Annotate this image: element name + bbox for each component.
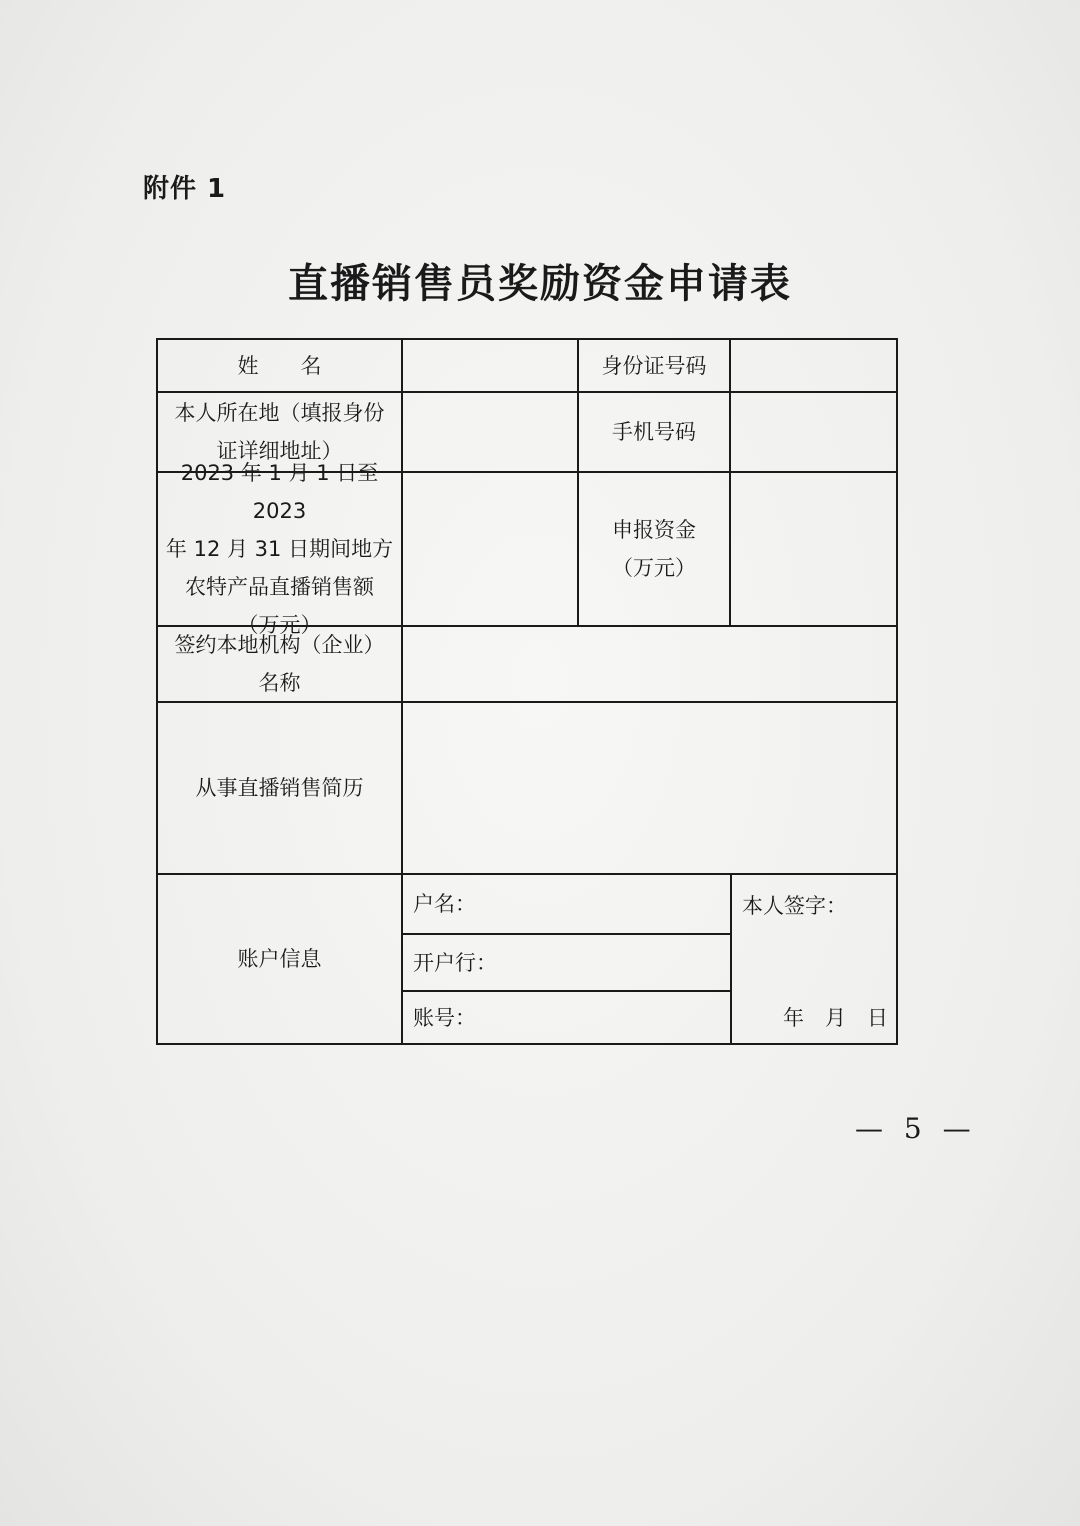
name-label: 姓 名: [237, 353, 322, 378]
bank-field[interactable]: 开户行：: [413, 950, 497, 975]
declared-funds-label-line: （万元）: [612, 556, 696, 580]
sales-label-line: 年 12 月 31 日期间地方: [165, 537, 394, 561]
phone-field[interactable]: [731, 393, 896, 471]
resume-label: 从事直播销售简历: [195, 776, 364, 800]
organization-label-line: 签约本地机构（企业）: [174, 633, 385, 657]
account-info-label: 账户信息: [237, 947, 322, 971]
annex-label: 附件 1: [143, 174, 227, 204]
declared-funds-field[interactable]: [731, 473, 896, 625]
resume-field[interactable]: [403, 703, 896, 873]
phone-label: 手机号码: [612, 420, 696, 444]
signature-date: 年 月 日: [783, 1006, 888, 1030]
address-label-line: 证详细地址）: [216, 439, 343, 463]
account-number-field[interactable]: 账号：: [413, 1005, 476, 1030]
signature-field[interactable]: [732, 930, 896, 980]
sales-label-line: （万元）: [237, 613, 322, 637]
application-form-table: [156, 338, 898, 1045]
sales-amount-field[interactable]: [403, 473, 577, 625]
name-value-field[interactable]: [403, 340, 577, 391]
organization-field[interactable]: [403, 627, 896, 701]
declared-funds-label-line: 申报资金: [612, 518, 696, 542]
signature-label: 本人签字：: [742, 894, 847, 918]
sales-amount-label: [158, 461, 401, 637]
organization-label-line: 名称: [258, 671, 301, 695]
id-number-field[interactable]: [731, 340, 896, 391]
declared-funds-label: [579, 473, 729, 625]
sales-label-line: 农特产品直播销售额: [185, 575, 374, 599]
organization-label: [158, 627, 401, 701]
form-title: 直播销售员奖励资金申请表: [288, 261, 792, 307]
address-field[interactable]: [403, 393, 577, 471]
account-name-field[interactable]: 户名：: [413, 892, 476, 916]
sales-label-line: 2023 年 1 月 1 日至 2023: [180, 461, 379, 523]
id-number-label: 身份证号码: [601, 353, 707, 378]
address-label-line: 本人所在地（填报身份: [174, 401, 385, 425]
page-number: — 5 —: [855, 1112, 977, 1145]
